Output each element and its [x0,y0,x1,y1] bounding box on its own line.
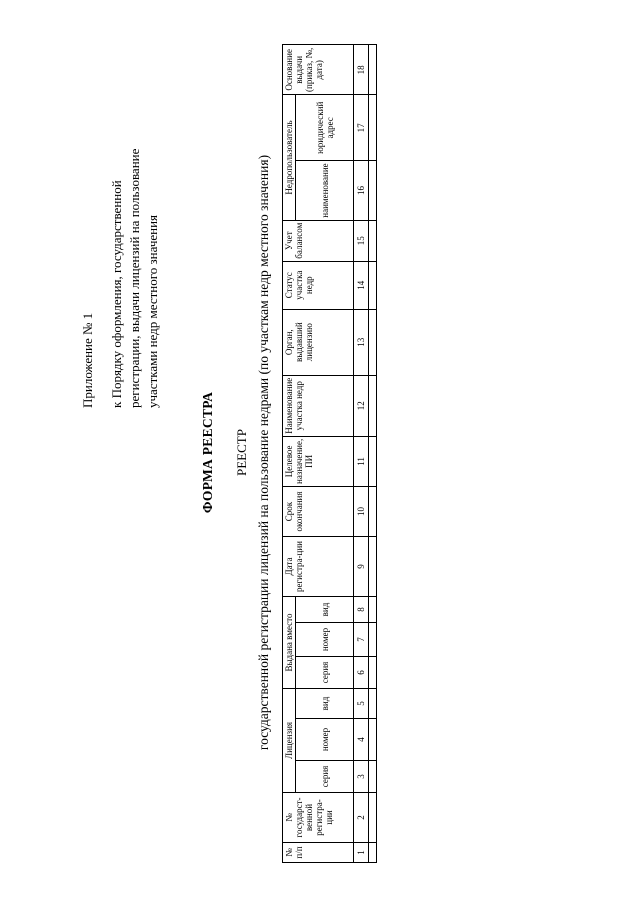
table-cell [369,843,377,863]
table-cell [369,719,377,761]
register-subtitle: государственной регистрации лицензий на пользование недрами (по участкам недр местного значения) [256,154,271,751]
col-header-reg-date: Дата регистра-ции [283,537,354,597]
subheader-instead-kind: вид [296,597,354,623]
subheader-license-kind: вид [296,689,354,719]
table-cell [369,375,377,436]
column-number: 9 [354,537,369,597]
col-header-site-name: Наименование участка недр [283,375,354,436]
appendix-subtitle [108,148,162,408]
appendix-number: Приложение № 1 [80,312,95,408]
col-header-license: Лицензия [283,689,296,793]
column-number: 11 [354,436,369,486]
table-cell [369,537,377,597]
subheader-user-name: наименование [296,161,354,220]
table-cell [369,689,377,719]
col-header-balance: Учет балансом [283,220,354,261]
register-table [282,44,377,863]
header-row [283,45,296,863]
table-cell [369,161,377,220]
appendix-subtitle-line: участками недр местного значения [145,214,160,408]
subheader-legal-address: юридический адрес [296,95,354,161]
table-cell [369,487,377,537]
column-number: 10 [354,487,369,537]
col-header-site-status: Статус участка недр [283,261,354,309]
column-number: 17 [354,95,369,161]
col-header-issued-instead: Выдана вместо [283,597,296,689]
column-number: 5 [354,689,369,719]
form-title: ФОРМА РЕЕСТРА [200,391,215,514]
column-number: 2 [354,793,369,843]
table-cell [369,309,377,375]
table-cell [369,436,377,486]
column-number: 12 [354,375,369,436]
col-header-subsoil-user: Недропользователь [283,95,296,220]
column-number: 18 [354,45,369,95]
column-number-row [354,45,369,863]
subheader-license-number: номер [296,719,354,761]
col-header-purpose: Целевое назначение, ПИ [283,436,354,486]
col-header-expiry: Срок окончания [283,487,354,537]
empty-data-row [369,45,377,863]
table-cell [369,45,377,95]
table-cell [369,657,377,689]
subheader-license-series: серия [296,761,354,793]
col-header-basis: Основание выдачи (приказ, №, дата) [283,45,354,95]
column-number: 13 [354,309,369,375]
col-header-no: № п/п [283,843,354,863]
column-number: 7 [354,623,369,657]
column-number: 14 [354,261,369,309]
table-cell [369,220,377,261]
appendix-subtitle-line: регистрации, выдачи лицензий на пользование [127,148,142,408]
col-header-authority: Орган, выдавший лицензию [283,309,354,375]
column-number: 1 [354,843,369,863]
subheader-instead-series: серия [296,657,354,689]
subheader-instead-number: номер [296,623,354,657]
table-cell [369,597,377,623]
col-header-reg-no: № государст-венной регистра-ции [283,793,354,843]
column-number: 16 [354,161,369,220]
table-cell [369,793,377,843]
appendix-subtitle-line: к Порядку оформления, государственной [109,180,124,408]
table-cell [369,95,377,161]
column-number: 6 [354,657,369,689]
column-number: 8 [354,597,369,623]
table-cell [369,623,377,657]
table-cell [369,261,377,309]
table-cell [369,761,377,793]
column-number: 4 [354,719,369,761]
register-title: РЕЕСТР [234,429,249,476]
column-number: 3 [354,761,369,793]
column-number: 15 [354,220,369,261]
